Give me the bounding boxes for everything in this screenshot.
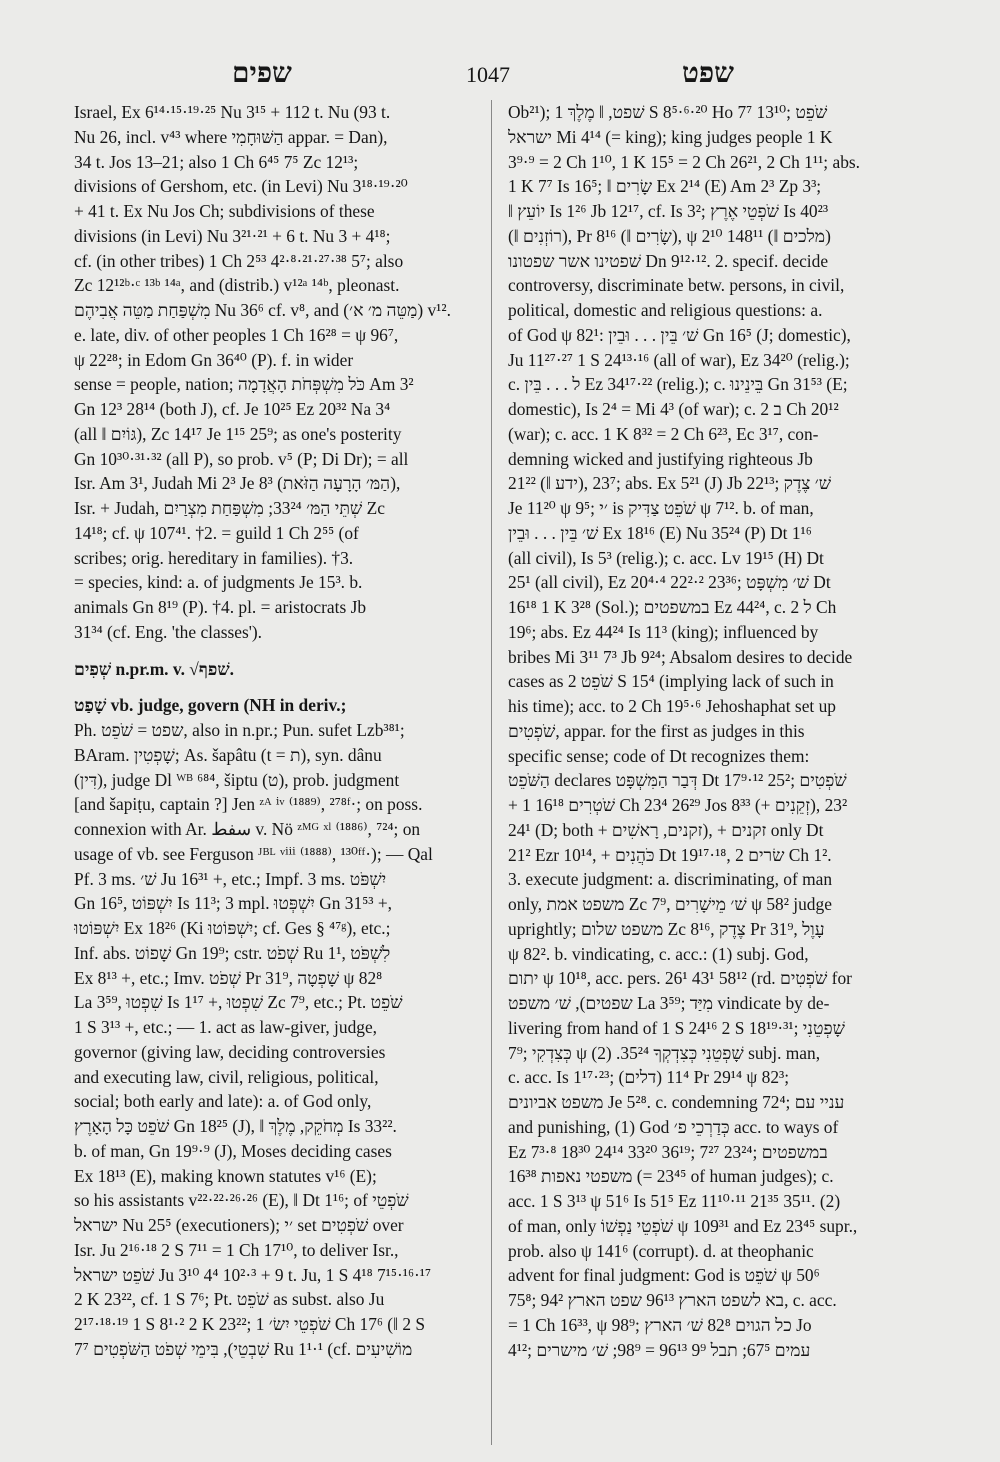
left-column-line: governor (giving law, deciding controversies [74, 1041, 386, 1062]
left-column-line: Gn 10³⁰·³¹·³² (all P), so prob. v⁵ (P; Di Dr); = all [74, 448, 409, 469]
right-column-line: demning wicked and justifying righteous Jb [508, 448, 813, 469]
left-column-line: Ph. שפט = שֹׁפֵט, also in n.pr.; Pun. sufet Lzb³⁸¹; [74, 720, 405, 740]
left-column-line: b. of man, Gn 19⁹·⁹ (J), Moses deciding cases [74, 1140, 392, 1161]
left-column-line: e. late, div. of other peoples 1 Ch 16²⁸ = ψ 96⁷, [74, 324, 399, 345]
page-header [0, 58, 1000, 98]
right-column-line: הַשֹּׁפֵט declares דְּבַר הַמִּשְׁפָּט Dt 17⁹·¹² 25²; שֹׁפְטִים [508, 770, 847, 791]
left-column-line: so his assistants v²²·²²·²⁶·²⁶ (E), ‖ Dt 1¹⁶; of שֹׁפְטֵי [74, 1190, 409, 1211]
right-column-line: advent for final judgment: God is שֹׁפֵט ψ 50⁶ [508, 1265, 820, 1286]
left-column-line: Gn 12³ 28¹⁴ (both J), cf. Je 10²⁵ Ez 20³² Na 3⁴ [74, 399, 391, 419]
left-column-line: BAram. שָׁפְטִין; As. šapâtu (t = ת), syn. dânu [74, 744, 382, 765]
left-column-line: La 3⁵⁹, שִׁפְטוּ Is 1¹⁷ +, שִׁפְטוּ Zc 7⁹, etc.; Pt. שֹׁפֵט [74, 992, 403, 1013]
right-column-line: political, domestic and religious questions: a. [508, 300, 823, 320]
right-column-line: ψ 82². b. vindicating, c. acc.: (1) subj. God, [508, 943, 809, 964]
right-column-line: livering from hand of 1 S 24¹⁶ 2 S 18¹⁹·³¹; שָׁפְטֵנִי [508, 1017, 845, 1038]
left-column-line: scribes; orig. hereditary in families). †3. [74, 547, 354, 568]
column-divider [491, 100, 492, 1445]
left-column-line: יִשְׁפּוֹטוּ Ex 18²⁶ (Ki יִשְׁפּוֹטוּ; cf. Ges § ⁴⁷ᵍ), etc.; [74, 918, 391, 938]
left-column-line: 7⁷ שִׁבְטֵי), בִּימֵי שְׁפֹט הַשֹּׁפְטִים Ru 1¹·¹ (cf. מוֹשִׁיעִים [74, 1338, 413, 1359]
right-column-line: of God ψ 82¹: שׁ׳ בֵּין . . . וּבֵין Gn 16⁵ (J; domestic), [508, 324, 851, 345]
right-column-line: acc. 1 S 3¹³ ψ 51⁶ Is 51⁵ Ez 11¹⁰·¹¹ 21³⁵ 35¹¹. (2) [508, 1191, 841, 1211]
right-column-line: + שֹׁטְרִים 16¹⁸ 1 Ch 23⁴ 26²⁹ Jos 8³³ (+ זְקֵנִים), 23² [508, 795, 848, 815]
left-column-line: Nu 26, incl. v⁴³ where הַשּׁוּחָמִי appar. = Dan), [74, 126, 388, 147]
right-column-line: (all civil), Is 5³ (relig.); c. acc. Lv 19¹⁵ (H) Dt [508, 547, 824, 568]
left-column-line: = species, kind: a. of judgments Je 15³. b. [74, 572, 363, 593]
left-column-line: connexion with Ar. سفط v. Nö ᶻᴹᴳ ˣˡ ⁽¹⁸⁸⁶⁾, ⁷²⁴; on [74, 819, 421, 839]
left-column-line: (דִּין), judge Dl ᵂᴮ ⁶⁸⁴, šiptu (ט), prob. judgment [74, 769, 400, 790]
right-column-line: שֹׁפְטִים, appar. for the first as judges in this [508, 720, 805, 741]
left-column-line: (all ‖ גּוֹיִם), Zc 14¹⁷ Je 1¹⁵ 25⁹; as one's posterity [74, 423, 402, 444]
right-column-line: of man, only שֹׁפְטֵי נַפְשׁוֹ ψ 109³¹ and Ez 23⁴⁵ supr., [508, 1215, 858, 1236]
right-column-line: יתום ψ 10¹⁸, acc. pers. 26¹ 43¹ 58¹² (rd. שֹׁפְטִים for [508, 968, 852, 989]
right-column [508, 100, 928, 1445]
left-column-line: sense = people, nation; כֹּל מִשְׁפְּחֹת הָאֲדָמָה Am 3² [74, 374, 414, 395]
right-column-line: c. ל . . . בֵּין Ez 34¹⁷·²² (relig.); c. בֵּינֵינוּ Gn 31⁵³ (E; [508, 374, 848, 395]
left-column-line: שְׁפִים n.pr.m. v. √שׁפף. [74, 658, 235, 679]
right-column-line: 25¹ (all civil), Ez 20⁴·⁴ 22²·² 23³⁶; שׁ׳ מִשְׁפָּט Dt [508, 572, 831, 593]
right-column-line: 21² Ezr 10¹⁴, + כֹּהֲנִים Dt 19¹⁷·¹⁸, שׂרים 2 Ch 1². [508, 844, 832, 865]
left-column-line: 14¹⁸; cf. ψ 107⁴¹. †2. = guild 1 Ch 2⁵⁵ (of [74, 522, 359, 543]
left-column-line: ישראל Nu 25⁵ (executioners); ׳י set שֹׁפְטִים over [74, 1215, 404, 1235]
left-column-line: 34 t. Jos 13–21; also 1 Ch 6⁴⁵ 7⁵ Zc 12¹³; [74, 151, 359, 172]
right-column-line: Ob²¹); שׁפט, ‖ מֶלֶךְ 1 S 8⁵·⁶·²⁰ Ho 7⁷ 13¹⁰; שֹׁפֵט [508, 102, 828, 122]
right-column-line: ‖ יוֹעֵץ Is 1²⁶ Jb 12¹⁷, cf. Is 3²; שֹׁפְטֵי אֶרֶץ Is 40²³ [508, 201, 829, 221]
right-column-line: specific sense; code of Dt recognizes them: [508, 745, 810, 766]
left-column-line: Isr. Ju 2¹⁶·¹⁸ 2 S 7¹¹ = 1 Ch 17¹⁰, to deliver Isr., [74, 1239, 399, 1260]
left-column-line [74, 681, 502, 693]
left-column-line [74, 645, 502, 657]
header-left-word: שפים [232, 58, 292, 89]
right-column-line: uprightly; משפט שלום Zc 8¹⁶, צֶדֶק Pr 31⁹, עָוֶל [508, 918, 825, 939]
left-column-line: Ex 18¹³ (E), making known statutes v¹⁶ (E); [74, 1165, 377, 1186]
left-column-line: Gn 16⁵, יִשְׁפּוֹט Is 11³; 3 mpl. יִשְׁפְּטוּ Gn 31⁵³ +, [74, 893, 392, 914]
right-column-line: bribes Mi 3¹¹ 7³ Jb 9²⁴; Absalom desires to decide [508, 646, 853, 667]
left-column-line: מִשְׁפַּחַת מַטֵּה אֲבִיהֶם Nu 36⁶ cf. v⁸, and (מַטֵּה מ׳ א׳) v¹². [74, 300, 451, 320]
right-column-line: Je 11²⁰ ψ 9⁵; ׳י is שֹׁפֵט צַדִּיק ψ 7¹². b. of man, [508, 498, 814, 518]
right-column-line: controversy, discriminate betw. persons, in civil, [508, 275, 845, 296]
left-column-line: שֹׁפֵט כָּל הָאָרֶץ Gn 18²⁵ (J), ‖ מְחֹקֵק, מֶלֶךְ Is 33²². [74, 1116, 397, 1136]
left-column-line: 2 K 23²², cf. 1 S 7⁶; Pt. שֹׁפֵט as subst. also Ju [74, 1289, 385, 1310]
left-column-line: usage of vb. see Ferguson ᴶᴮᴸ ᵛⁱⁱⁱ ⁽¹⁸⁸⁸⁾, ¹³⁰ᶠᶠ·); — Qal [74, 843, 433, 864]
right-column-line: cases as שֹׁפֵט 2 S 15⁴ (implying lack of such in [508, 671, 834, 692]
left-column-line: social; both early and late): a. of God only, [74, 1091, 372, 1112]
left-column-line: and executing law, civil, religious, political, [74, 1066, 379, 1087]
right-column-line: prob. also ψ 141⁶ (corrupt). d. at theophanic [508, 1240, 814, 1261]
left-column-line: [and šapiṭu, captain ?] Jen ᶻᴬ ⁱᵛ ⁽¹⁸⁸⁹⁾, ²⁷⁸ᶠ·; on poss. [74, 794, 423, 815]
right-column-line: שפטים), שׁ׳ משפט La 3⁵⁹; מִיַּד vindicate by de- [508, 993, 830, 1013]
header-right-word: שפט [682, 58, 734, 89]
right-column-line: his time); acc. to 2 Ch 19⁵·⁶ Jehoshaphat set up [508, 696, 836, 716]
left-column-line: שֹׁפֵט ישראל Ju 3¹⁰ 4⁴ 10²·³ + 9 t. Ju, 1 S 4¹⁸ 7¹⁵·¹⁶·¹⁷ [74, 1264, 432, 1285]
right-column-line: (‖ רוֹזְנִים), Pr 8¹⁶ (‖ שָׂרִים), ψ 2¹⁰ 148¹¹ (‖ מלכים) [508, 225, 831, 246]
left-column-line: Pf. 3 ms. שׁ׳ Ju 16³¹ +, etc.; Impf. 3 ms. יִשְׁפֹּט [74, 868, 387, 889]
right-column-line: and punishing, (1) God כְּדַרְכֵי פ׳ acc. to ways of [508, 1116, 839, 1137]
right-column-line: domestic), Is 2⁴ = Mi 4³ (of war); c. ב 2 Ch 20¹² [508, 399, 839, 419]
right-column-line: 16¹⁸ 1 K 3²⁸ (Sol.); במשפטים Ez 44²⁴, c. ל 2 Ch [508, 597, 837, 617]
left-column-line: ψ 22²⁸; in Edom Gn 36⁴⁰ (P). f. in wider [74, 349, 354, 370]
right-column-line: 75⁸; בא לשפט הארץ 96¹³ שפט הארץ 94², c. acc. [508, 1290, 837, 1310]
right-column-line: only, משפט אמת Zc 7⁹, שׁ׳ מֵישָׁרִים ψ 58² judge [508, 894, 832, 914]
left-column-line: divisions of Gershom, etc. (in Levi) Nu 3¹⁸·¹⁹·²⁰ [74, 176, 408, 197]
right-column-line: 3. execute judgment: a. discriminating, of man [508, 869, 833, 890]
right-column-line: c. acc. Is 1¹⁷·²³; (דלים) 11⁴ Pr 29¹⁴ ψ 82³; [508, 1067, 790, 1088]
left-column-line: divisions (in Levi) Nu 3²¹·²¹ + 6 t. Nu 3 + 4¹⁸; [74, 225, 391, 246]
left-column-line: 2¹⁷·¹⁸·¹⁹ 1 S 8¹·² 2 K 23²²; שֹׁפְטֵי יִשׂ׳ 1 Ch 17⁶ (‖ 2 S [74, 1314, 426, 1334]
right-column-line: משפט אביונים Je 5²⁸. c. condemning 72⁴; עניי עם [508, 1092, 845, 1112]
left-column-line: שָׁפַט vb. judge, govern (NH in deriv.; [74, 695, 347, 716]
right-column-line: ישראל Mi 4¹⁴ (= king); king judges people 1 K [508, 126, 833, 147]
left-column-line: Israel, Ex 6¹⁴·¹⁵·¹⁹·²⁵ Nu 3¹⁵ + 112 t. Nu (93 t. [74, 102, 391, 122]
right-column-line: Ju 11²⁷·²⁷ 1 S 24¹³·¹⁶ (all of war), Ez 34²⁰ (relig.); [508, 349, 850, 370]
right-column-line: 24¹ (D; both + זקנים, רָאשִׁים), + זקנים only Dt [508, 819, 824, 840]
left-column-line: animals Gn 8¹⁹ (P). †4. pl. = aristocrats Jb [74, 597, 367, 617]
left-column-line: 1 S 3¹³ +, etc.; — 1. act as law-giver, judge, [74, 1017, 378, 1037]
right-column-line: משפטי נאפות 16³⁸ (= 23⁴⁵ of human judges); c. [508, 1166, 834, 1187]
right-column-line: = 1 Ch 16³³, ψ 98⁹; כל הגוים 82⁸ שׁ׳ הארץ Jo [508, 1314, 812, 1335]
page-number: 1047 [466, 62, 510, 87]
left-column-line: Isr. + Judah, שְׁתֵּי הַמּ׳ 33²⁴; מִשְׁפַּחַת מִצְרַיִם Zc [74, 498, 385, 518]
right-column-line: שׁפטינו אשר שפטונו Dn 9¹²·¹². 2. specif. decide [508, 250, 829, 271]
right-column-line: שׁ׳ בֵּין . . . וּבֵין Ex 18¹⁶ (E) Nu 35²⁴ (P) Dt 1¹⁶ [508, 522, 812, 543]
right-column-line: Ez 7³·⁸ 18³⁰ 24¹⁴ 33²⁰ 36¹⁹; 7²⁷ 23²⁴; במשפטים [508, 1141, 828, 1162]
right-column-line: 21²² (‖ ידע), 23⁷; abs. Ex 5²¹ (J) Jb 22¹³; שׁ׳ צֶדֶק [508, 473, 832, 494]
left-column-line: cf. (in other tribes) 1 Ch 2⁵³ 4²·⁸·²¹·²⁷·³⁸ 5⁷; also [74, 250, 404, 271]
left-column-line: Isr. Am 3¹, Judah Mi 2³ Je 8³ (הַמּ׳ הָרָעָה הַזֹּאת), [74, 473, 401, 494]
left-column-line: 31³⁴ (cf. Eng. 'the classes'). [74, 621, 263, 642]
right-column-line: 1 K 7⁷ Is 16⁵; ‖ שָׂרִים Ex 2¹⁴ (E) Am 2³ Zp 3³; [508, 176, 822, 197]
left-column [74, 100, 502, 1445]
right-column-line: (war); c. acc. 1 K 8³² = 2 Ch 6²³, Ec 3¹⁷, con- [508, 423, 819, 444]
right-column-line: 3⁹·⁹ = 2 Ch 1¹⁰, 1 K 15⁵ = 2 Ch 26²¹, 2 Ch 1¹¹; abs. [508, 151, 860, 172]
left-column-line: + 41 t. Ex Nu Jos Ch; subdivisions of these [74, 201, 375, 221]
left-column-line: Inf. abs. שָׁפוֹט Gn 19⁹; cstr. שְׁפֹט Ru 1¹, לִשְׁפֹּט [74, 942, 391, 963]
right-column-line: 4¹²; עמים 67⁵; תבל 9⁹ 96¹³ = 98⁹; שׁ׳ מישרים [508, 1339, 811, 1360]
right-column-line: 7⁹; כְּצִדְקִי ψ שָׁפְטֵנִי כְּצִדְקְךָ 35²⁴. (2) subj. man, [508, 1042, 821, 1063]
left-column-line: Ex 8¹³ +, etc.; Imv. שְׁפֹט Pr 31⁹, שָׁפְטָה ψ 82⁸ [74, 967, 383, 988]
left-column-line: Zc 12¹²ᵇ·ᶜ ¹³ᵇ ¹⁴ᵃ, and (distrib.) v¹²ᵃ ¹⁴ᵇ, pleonast. [74, 275, 400, 296]
right-column-line: 19⁶; abs. Ez 44²⁴ Is 11³ (king); influenced by [508, 621, 819, 642]
